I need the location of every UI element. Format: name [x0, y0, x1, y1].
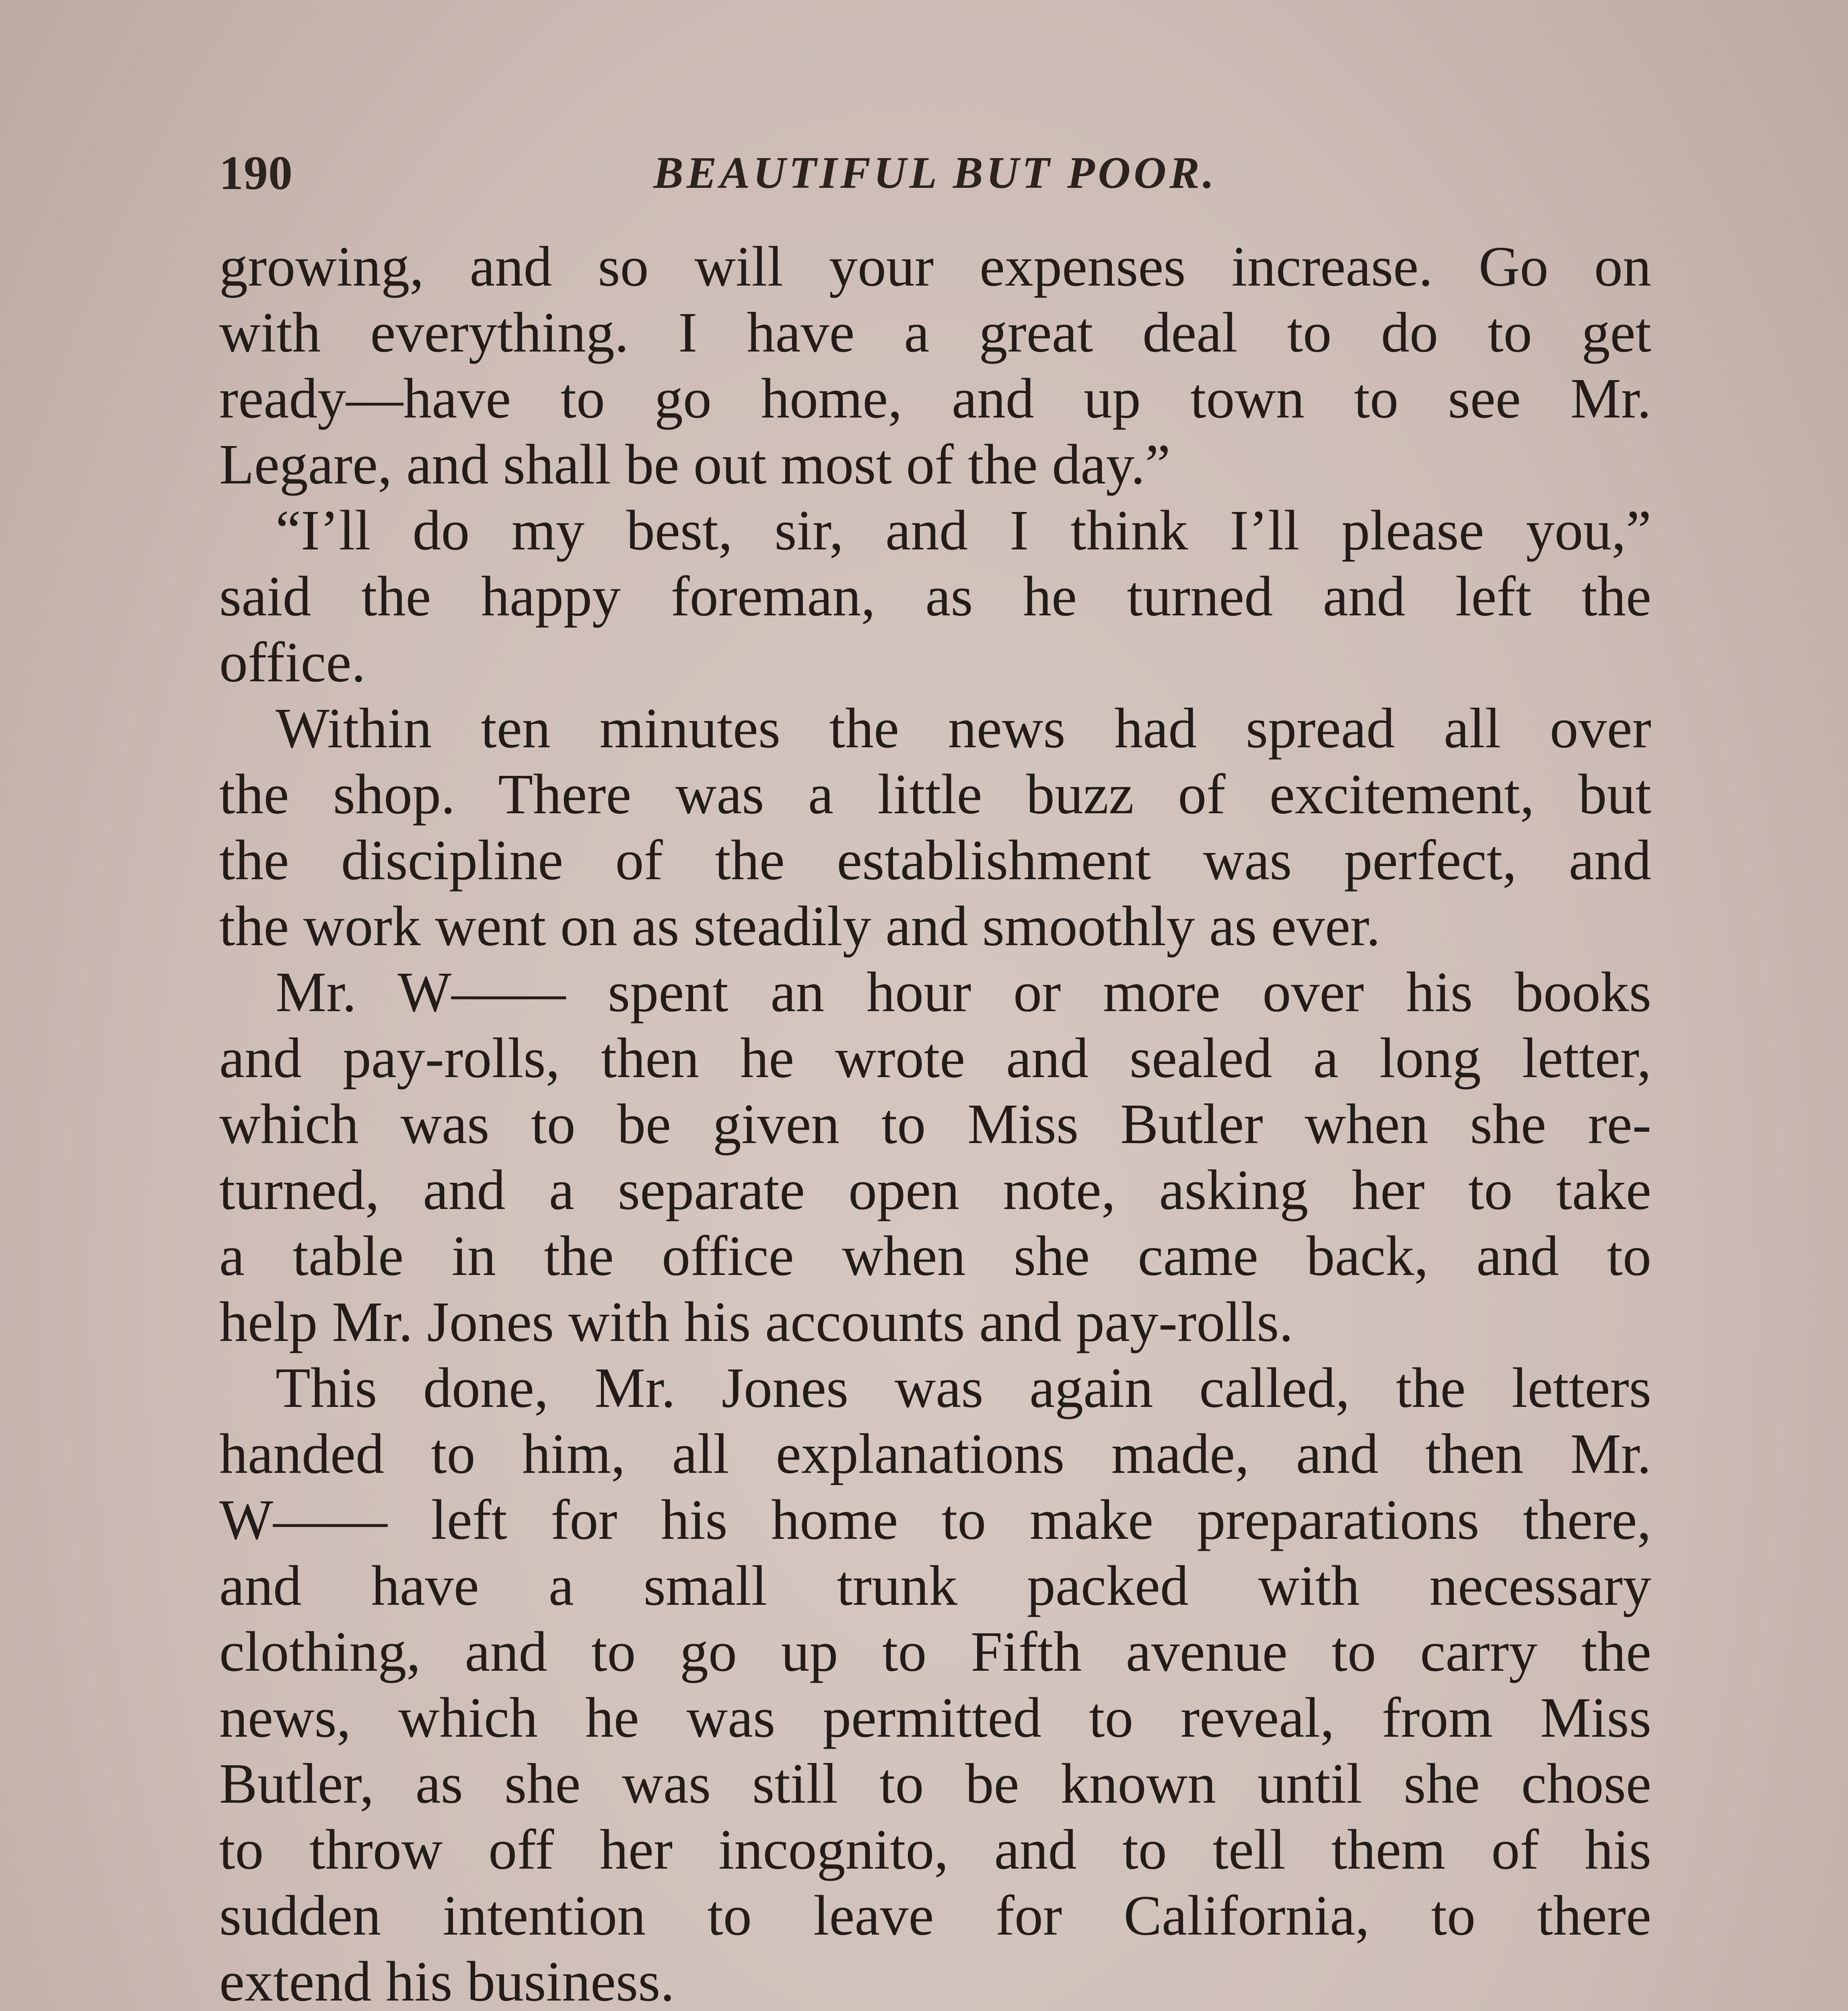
text-line: the shop. There was a little buzz of excitement, but	[219, 762, 1651, 826]
text-line: help Mr. Jones with his accounts and pay-rolls.	[219, 1290, 1293, 1353]
text-line: Within ten minutes the news had spread all over	[276, 696, 1651, 760]
text-line: sudden intention to leave for California, to there	[219, 1884, 1651, 1947]
text-line: Legare, and shall be out most of the day.”	[219, 432, 1171, 496]
text-line: turned, and a separate open note, asking her to take	[219, 1158, 1651, 1221]
text-line: handed to him, all explanations made, and then Mr.	[219, 1422, 1651, 1485]
text-line: with everything. I have a great deal to do to get	[219, 300, 1651, 364]
text-line: office.	[219, 630, 366, 694]
text-line: to throw off her incognito, and to tell them of his	[219, 1818, 1651, 1881]
text-line: the discipline of the establishment was perfect, and	[219, 828, 1651, 892]
text-line: a table in the office when she came back, and to	[219, 1224, 1651, 1287]
text-line: Butler, as she was still to be known until she chose	[219, 1752, 1651, 1815]
text-line: said the happy foreman, as he turned and left the	[219, 564, 1651, 628]
text-line: “I’ll do my best, sir, and I think I’ll please you,”	[276, 498, 1651, 562]
text-line: This done, Mr. Jones was again called, the letters	[276, 1356, 1651, 1419]
text-line: extend his business.	[219, 1949, 675, 2011]
text-line: Mr. W—— spent an hour or more over his books	[276, 960, 1651, 1024]
text-line: and pay-rolls, then he wrote and sealed a long letter,	[219, 1026, 1651, 1090]
text-line: the work went on as steadily and smoothly as ever.	[219, 894, 1381, 958]
text-line: and have a small trunk packed with necessary	[219, 1554, 1651, 1617]
text-line: ready—have to go home, and up town to see Mr.	[219, 366, 1651, 430]
text-line: growing, and so will your expenses increase. Go on	[219, 234, 1651, 298]
page-header	[219, 145, 1651, 201]
text-line: W—— left for his home to make preparations there,	[219, 1488, 1651, 1551]
text-line: clothing, and to go up to Fifth avenue to carry the	[219, 1620, 1651, 1683]
running-title: BEAUTIFUL BUT POOR.	[653, 148, 1217, 198]
text-line: news, which he was permitted to reveal, from Miss	[219, 1686, 1651, 1749]
body-text	[219, 233, 1651, 2011]
text-line: which was to be given to Miss Butler when she re-	[219, 1092, 1651, 1156]
page-number: 190	[219, 146, 293, 199]
